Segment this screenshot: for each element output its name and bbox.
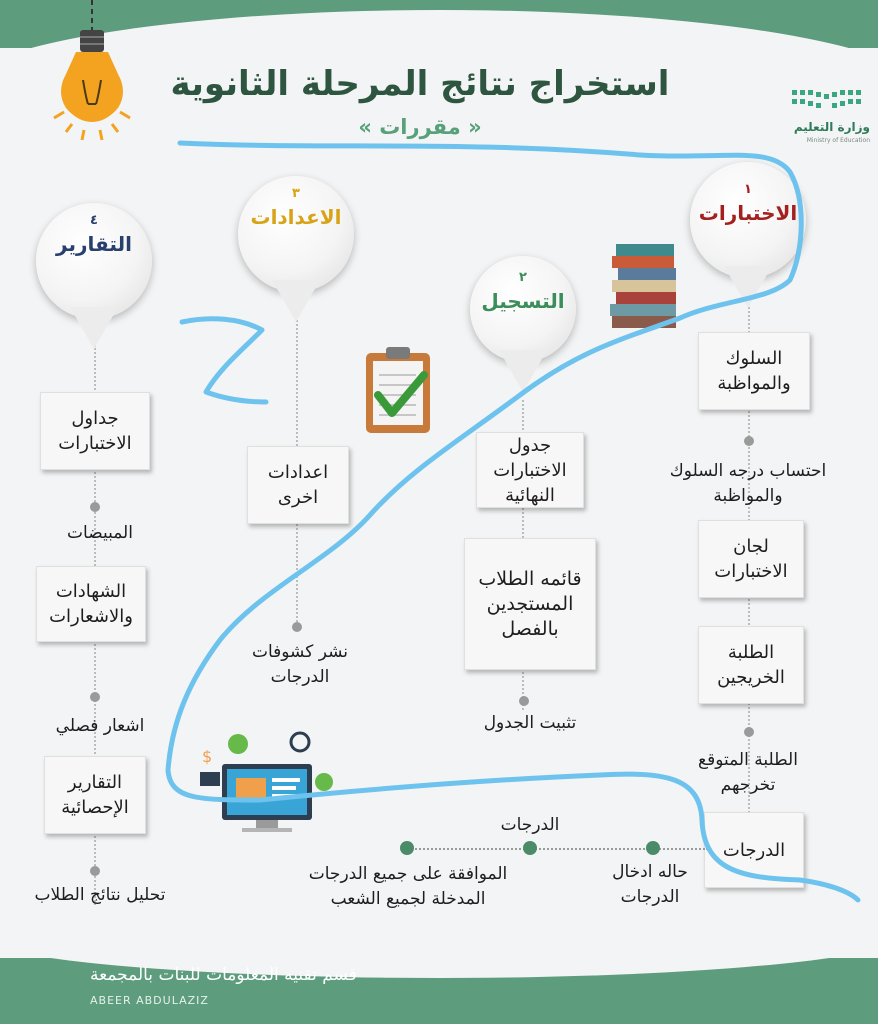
timeline-label-approval: الموافقة على جميع الدرجات المدخلة لجميع الشعب [308,864,508,909]
col2-text-fix-schedule: تثبيت الجدول [483,713,577,733]
footer-department: قسم تقنيه المعلومات للبنات بالمجمعة [90,965,357,985]
stage-number: ١ [744,182,752,197]
page-subtitle: « مقررات » [358,115,482,139]
col2-box-new-students: قائمه الطلاب المستجدين بالفصل [464,538,596,670]
ministry-name-en: Ministry of Education [806,137,870,144]
col4-text-fair-copies: المبيضات [67,523,133,543]
col4-text-term-notice: اشعار فصلي [55,716,145,736]
page-title: استخراج نتائج المرحلة الثانوية [170,64,670,104]
col4-box-certificates: الشهادات والاشعارات [36,566,146,642]
stage-number: ٣ [292,186,300,201]
col4-box-statistical-reports: التقارير الإحصائية [44,756,146,834]
stage-label: الاختبارات [698,201,798,225]
stage-label: الاعدادات [250,205,342,229]
footer-author: ABEER ABDULAZIZ [90,994,209,1007]
stage-number: ٢ [519,270,527,285]
stage-number: ٤ [90,213,98,228]
col1-text-expected-graduates: الطلبة المتوقع تخرجهم [698,750,798,795]
col1-text-behavior-grade: احتساب درجه السلوك والمواظبة [669,461,827,506]
col1-box-exam-committees: لجان الاختبارات [698,520,804,598]
timeline-label-grades: الدرجات [500,815,560,835]
col3-box-other-settings: اعدادات اخرى [247,446,349,524]
col1-box-behavior: السلوك والمواظبة [698,332,810,410]
stage-label: التقارير [56,232,132,256]
col1-box-graduates: الطلبة الخريجين [698,626,804,704]
svg-text:$: $ [202,747,213,766]
col1-box-grades: الدرجات [704,812,804,888]
timeline-label-entry-status: حاله ادخال الدرجات [612,862,688,907]
col3-text-publish-grades: نشر كشوفات الدرجات [251,642,349,687]
col2-box-exam-schedule: جدول الاختبارات النهائية [476,432,584,508]
col4-box-exam-tables: جداول الاختبارات [40,392,150,470]
stage-label: التسجيل [481,289,565,313]
col4-text-results-analysis: تحليل نتائج الطلاب [34,885,166,905]
ministry-name-ar: وزارة التعليم [793,120,870,134]
